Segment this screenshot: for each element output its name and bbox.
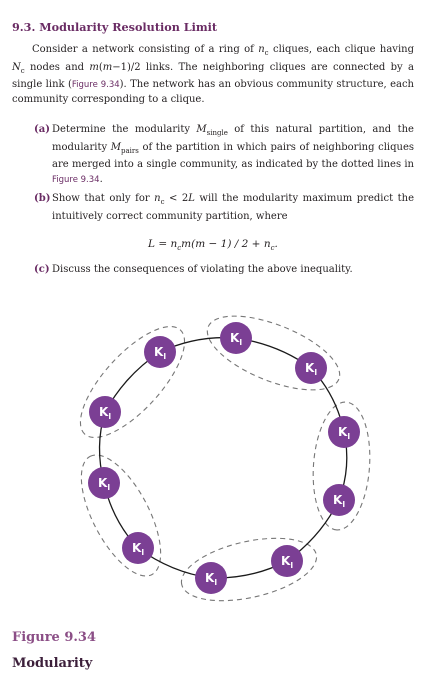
- clique-node: [323, 484, 355, 516]
- figure-title: Modularity: [12, 656, 93, 671]
- clique-node: [328, 416, 360, 448]
- clique-node: [122, 532, 154, 564]
- clique-node-label: $K_l$: [154, 345, 167, 361]
- clique-node-label: $K_l$: [281, 554, 294, 570]
- clique-node-label: $K_l$: [205, 571, 218, 587]
- clique-node-label: $K_l$: [333, 493, 346, 509]
- clique-nodes: [88, 322, 360, 594]
- clique-node-label: $K_l$: [305, 361, 318, 377]
- clique-node: [195, 562, 227, 594]
- clique-node: [271, 545, 303, 577]
- task-c-text: Discuss the consequences of violating the above inequality.: [52, 264, 353, 275]
- clique-node: [220, 322, 252, 354]
- clique-node-label: $K_l$: [99, 405, 112, 421]
- clique-node-label: $K_l$: [132, 541, 145, 557]
- task-b: (b) Show that only for $n_c < 2L$ will the modularity maximum predict the intuitively correct community partition, where: [34, 193, 414, 222]
- task-b-label: (b): [34, 193, 51, 204]
- section-title: 9.3. Modularity Resolution Limit: [12, 20, 218, 34]
- community-outline: [64, 311, 201, 453]
- task-a: (a) Determine the modularity $M_{single}$ of this natural partition, and the modularity $M_{pairs}$ of the partition in which pairs of neighboring cliques are merged into a single community, as indicated by the dotted lines in Figure 9.34.: [34, 124, 414, 185]
- formula-L: $L = n_cm(m - 1) / 2 + n_c$.: [148, 238, 278, 253]
- intro-paragraph: Consider a network consisting of a ring of $n_c$ cliques, each clique having $N_c$ nodes and m(m−1)/2 links. The neighboring cliques are connected by a single link (Figure 9.34). The network has an obvious community structure, each community corresponding to a clique.: [12, 44, 414, 105]
- clique-node-label: $K_l$: [230, 331, 243, 347]
- clique-node-label: $K_l$: [338, 425, 351, 441]
- community-outline: [65, 443, 176, 587]
- clique-node: [295, 352, 327, 384]
- clique-node: [144, 336, 176, 368]
- community-outline: [198, 301, 350, 405]
- task-c-label: (c): [34, 264, 50, 275]
- clique-node: [88, 467, 120, 499]
- task-a-label: (a): [34, 124, 50, 135]
- figure-number: Figure 9.34: [12, 630, 97, 645]
- clique-node-label: $K_l$: [98, 476, 111, 492]
- clique-node: [89, 396, 121, 428]
